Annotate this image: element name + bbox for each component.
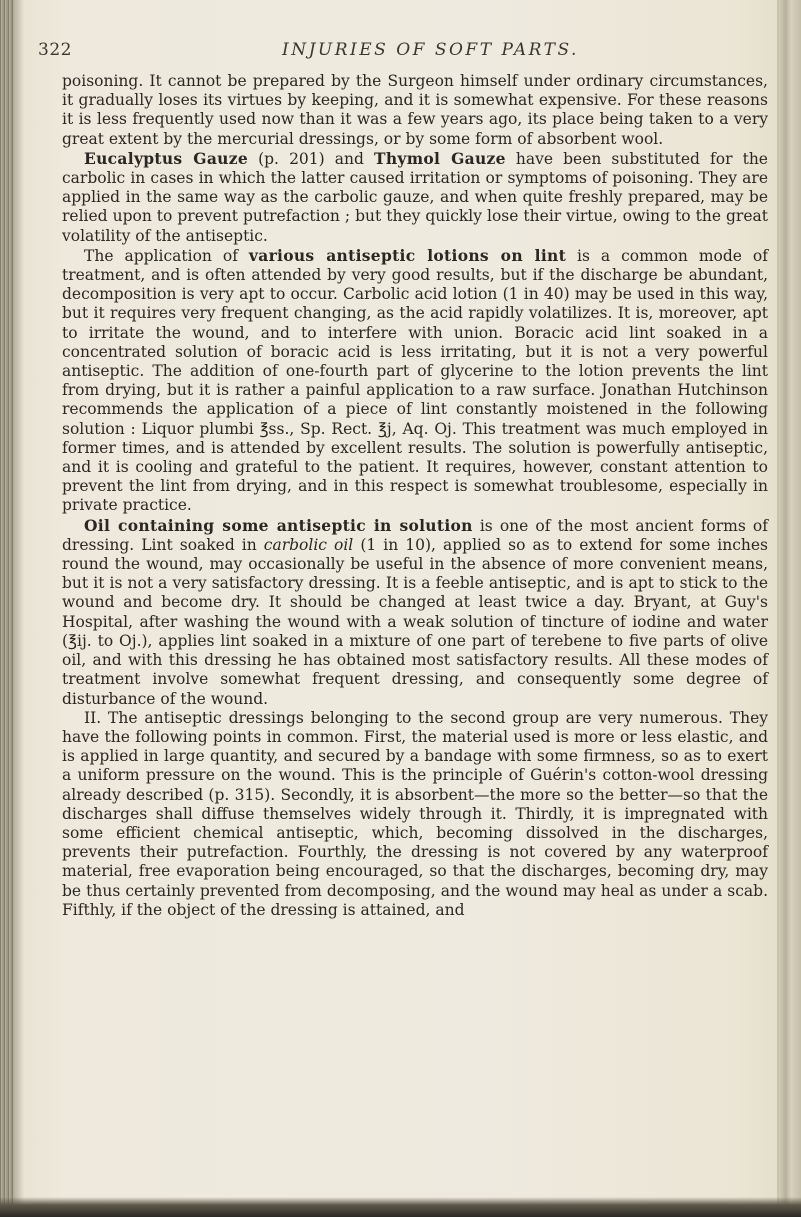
paragraph-1 <box>62 72 768 149</box>
term-eucalyptus-gauze: Eucalyptus Gauze <box>84 148 249 168</box>
paragraph-5 <box>62 709 768 920</box>
term-thymol-gauze: Thymol Gauze <box>374 148 506 168</box>
paragraph-3 <box>62 246 768 516</box>
paragraph-text: have been substituted for the carbolic in cases in which the latter caused irritation or symptoms of poisoning. They are applied in the same way as the carbolic gauze, and when quite freshly prepared, may be relied upon to prevent putrefaction ; but they quickly lose their virtue, owing to the great volatility of the antiseptic. <box>62 149 768 245</box>
paragraph-text: The application of <box>84 246 249 265</box>
body-text <box>62 72 768 920</box>
term-antiseptic-lotions: various antiseptic lotions on lint <box>248 245 567 265</box>
paragraph-text: (1 in 10), applied so as to extend for some inches round the wound, may occasionally be useful in the absence of more convenient means, but it is not a very satisfactory dressing. It is a feeble antiseptic, and is apt to stick to the wound and become dry. It should be changed at least twice a day. Bryant, at Guy's Hospital, after washing the wound with a weak solution of tincture of iodine and water (℥ij. to Oj.), applies lint soaked in a mixture of one part of terebene to five parts of olive oil, and with this dressing he has obtained most satisfactory results. All these modes of treatment involve somewhat frequent dressing, and consequently some degree of disturbance of the wound. <box>62 535 769 708</box>
running-head: INJURIES OF SOFT PARTS. <box>282 40 579 60</box>
paragraph-4 <box>62 516 768 709</box>
paragraph-2 <box>62 149 768 246</box>
binding-shadow <box>14 0 24 1217</box>
term-carbolic-oil: carbolic oil <box>263 535 354 554</box>
page-number: 322 <box>38 40 72 60</box>
paragraph-text: II. The antiseptic dressings belonging to the second group are very numerous. They have the following points in common. First, the material used is more or less elastic, and is applied in large quantity, and secured by a bandage with some firmness, so as to exert a uniform pressure on the wound. This is the principle of Guérin's cotton-wool dressing already described (p. 315). Secondly, it is absorbent—the more so the better—so that the discharges shall diffuse themselves widely through it. Thirdly, it is impregnated with some efficient chemical antiseptic, which, becoming dissolved in the discharges, prevents their putrefaction. Fourthly, the dressing is not covered by any waterproof material, free evaporation being encouraged, so that the discharges, becoming dry, may be thus certainly prevented from decomposing, and the wound may heal as under a scab. Fifthly, if the object of the dressing is attained, and <box>62 708 768 919</box>
book-binding-edge <box>0 0 14 1217</box>
page-bottom-edge <box>0 1197 801 1217</box>
paragraph-text: is one of the most ancient forms of dressing. Lint soaked in <box>62 516 768 554</box>
term-oil-antiseptic: Oil containing some antiseptic in solution <box>84 515 473 535</box>
paragraph-text: (p. 201) and <box>248 149 374 168</box>
paragraph-text: poisoning. It cannot be prepared by the Surgeon himself under ordinary circumstances, it gradually loses its virtues by keeping, and it is somewhat expensive. For these reasons it is less frequently used now than it was a few years ago, its place being taken to a very great extent by the mercurial dressings, or by some form of absorbent wool. <box>62 72 768 148</box>
page-stack-edge <box>779 0 801 1217</box>
paragraph-text: is a common mode of treatment, and is often attended by very good results, but if the discharge be abundant, decomposition is very apt to occur. Carbolic acid lotion (1 in 40) may be used in this way, but it requires very frequent changing, as the acid rapidly volatilizes. It is, moreover, apt to irritate the wound, and to interfere with union. Boracic acid lint soaked in a concentrated solution of boracic acid is less irritating, but it is not a very powerful antiseptic. The addition of one-fourth part of glycerine to the lotion prevents the lint from drying, but it is rather a painful application to a raw surface. Jonathan Hutchinson recommends the application of a piece of lint constantly moistened in the following solution : Liquor plumbi ℥ss., Sp. Rect. ℥j, Aq. Oj. This treatment was much employed in former times, and is attended by excellent results. The solution is powerfully antiseptic, and it is cooling and grateful to the patient. It requires, however, constant attention to prevent the lint from drying, and in this respect is somewhat troublesome, especially in private practice. <box>62 246 768 515</box>
page-header <box>38 40 768 64</box>
